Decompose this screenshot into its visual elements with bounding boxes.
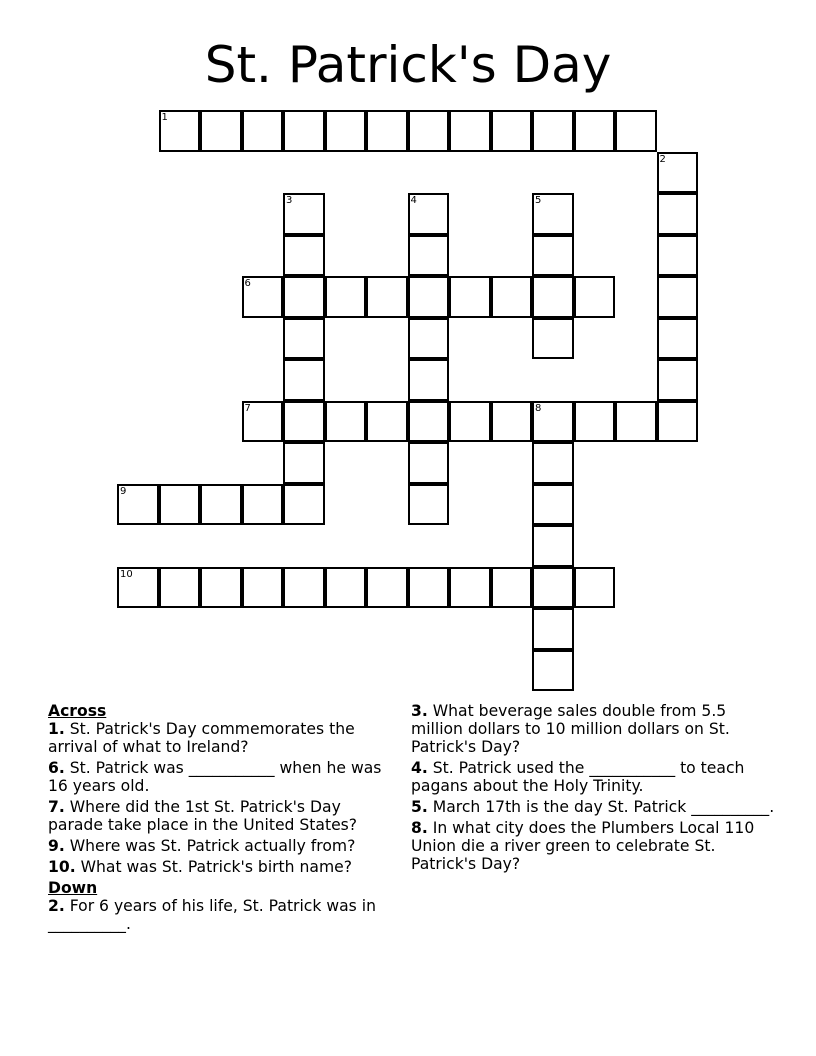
clue-text: March 17th is the day St. Patrick __________. — [427, 798, 775, 816]
clue-text: St. Patrick used the ___________ to teach pagans about the Holy Trinity. — [411, 759, 745, 795]
grid-cell[interactable] — [408, 442, 450, 484]
grid-cell[interactable] — [574, 567, 616, 609]
grid-cell[interactable] — [283, 276, 325, 318]
clue-text: St. Patrick was ___________ when he was 16 years old. — [48, 759, 382, 795]
grid-cell[interactable] — [366, 276, 408, 318]
grid-cell[interactable] — [366, 567, 408, 609]
grid-cell[interactable] — [532, 525, 574, 567]
grid-cell[interactable] — [532, 110, 574, 152]
down-heading: Down — [48, 879, 98, 897]
clue-item — [48, 798, 393, 834]
clue-text: Where did the 1st St. Patrick's Day parade take place in the United States? — [48, 798, 358, 834]
grid-cell[interactable] — [491, 110, 533, 152]
grid-cell[interactable] — [408, 110, 450, 152]
grid-cell[interactable] — [532, 484, 574, 526]
clue-number-label: 3 — [286, 195, 293, 206]
clue-item — [411, 819, 776, 873]
grid-cell[interactable] — [283, 442, 325, 484]
grid-cell[interactable] — [283, 359, 325, 401]
grid-cell[interactable] — [657, 401, 699, 443]
grid-cell[interactable] — [200, 484, 242, 526]
grid-cell[interactable] — [532, 442, 574, 484]
grid-cell[interactable] — [283, 567, 325, 609]
grid-cell[interactable] — [449, 401, 491, 443]
grid-cell[interactable] — [532, 193, 574, 235]
grid-cell[interactable] — [283, 193, 325, 235]
grid-cell[interactable] — [615, 110, 657, 152]
clue-number: 8. — [411, 819, 428, 837]
clue-item — [48, 837, 393, 855]
grid-cell[interactable] — [408, 193, 450, 235]
grid-cell[interactable] — [159, 110, 201, 152]
grid-cell[interactable] — [242, 110, 284, 152]
grid-cell[interactable] — [283, 110, 325, 152]
clue-item — [411, 759, 776, 795]
clue-item — [411, 702, 776, 756]
grid-cell[interactable] — [657, 359, 699, 401]
across-heading: Across — [48, 702, 107, 720]
clue-number-label: 7 — [244, 402, 251, 414]
grid-cell[interactable] — [200, 567, 242, 609]
clue-number: 5. — [411, 798, 428, 816]
grid-cell[interactable] — [449, 567, 491, 609]
grid-cell[interactable] — [325, 567, 367, 609]
grid-cell[interactable] — [408, 567, 450, 609]
clue-number-label: 1 — [161, 112, 168, 123]
grid-cell[interactable] — [242, 484, 284, 526]
clue-number-label: 6 — [244, 278, 251, 289]
grid-cell[interactable] — [283, 318, 325, 360]
grid-cell[interactable] — [532, 608, 574, 650]
grid-cell[interactable] — [491, 401, 533, 443]
clue-number: 4. — [411, 759, 428, 777]
grid-cell[interactable] — [449, 110, 491, 152]
clue-number-label: 2 — [659, 153, 666, 165]
grid-cell[interactable] — [242, 567, 284, 609]
page-title: St. Patrick's Day — [204, 36, 612, 94]
grid-cell[interactable] — [117, 484, 159, 526]
grid-cell[interactable] — [283, 235, 325, 277]
grid-cell[interactable] — [449, 276, 491, 318]
grid-cell[interactable] — [657, 152, 699, 194]
clue-number-label: 4 — [410, 195, 417, 206]
grid-cell[interactable] — [408, 276, 450, 318]
grid-cell[interactable] — [283, 484, 325, 526]
grid-cell[interactable] — [325, 401, 367, 443]
grid-cell[interactable] — [574, 276, 616, 318]
grid-cell[interactable] — [657, 318, 699, 360]
grid-cell[interactable] — [657, 276, 699, 318]
grid-cell[interactable] — [532, 318, 574, 360]
clue-text: In what city does the Plumbers Local 110 Union die a river green to celebrate St. Patrick's Day? — [411, 819, 755, 873]
clue-item — [48, 720, 393, 756]
clue-number-label: 5 — [535, 195, 542, 206]
clues-right-column — [411, 702, 776, 876]
grid-cell[interactable] — [366, 401, 408, 443]
clue-number: 9. — [48, 837, 65, 855]
grid-cell[interactable] — [532, 235, 574, 277]
clue-number: 2. — [48, 897, 65, 915]
grid-cell[interactable] — [325, 276, 367, 318]
clue-text: What was St. Patrick's birth name? — [75, 858, 353, 876]
grid-cell[interactable] — [532, 276, 574, 318]
grid-cell[interactable] — [615, 401, 657, 443]
clue-item — [48, 759, 393, 795]
grid-cell[interactable] — [657, 235, 699, 277]
grid-cell[interactable] — [325, 110, 367, 152]
clue-number: 10. — [48, 858, 76, 876]
clue-text: Where was St. Patrick actually from? — [64, 837, 356, 855]
grid-cell[interactable] — [574, 110, 616, 152]
clue-number-label: 8 — [535, 402, 542, 414]
grid-cell[interactable] — [408, 318, 450, 360]
clue-number-label: 10 — [120, 568, 133, 580]
grid-cell[interactable] — [532, 567, 574, 609]
clue-text: St. Patrick's Day commemorates the arrival of what to Ireland? — [48, 720, 355, 756]
clue-item — [48, 858, 393, 876]
grid-cell[interactable] — [532, 650, 574, 692]
clues-left-column — [48, 702, 393, 936]
grid-cell[interactable] — [532, 401, 574, 443]
grid-cell[interactable] — [117, 567, 159, 609]
clue-number: 1. — [48, 720, 65, 738]
clue-item — [411, 798, 776, 816]
clue-number: 6. — [48, 759, 65, 777]
clue-text: For 6 years of his life, St. Patrick was in __________. — [48, 897, 376, 933]
clue-number: 7. — [48, 798, 65, 816]
grid-cell[interactable] — [491, 276, 533, 318]
grid-cell[interactable] — [657, 193, 699, 235]
grid-cell[interactable] — [283, 401, 325, 443]
grid-cell[interactable] — [159, 484, 201, 526]
clue-item — [48, 897, 393, 933]
grid-cell[interactable] — [242, 276, 284, 318]
clue-number: 3. — [411, 702, 428, 720]
grid-cell[interactable] — [408, 235, 450, 277]
clue-number-label: 9 — [120, 485, 127, 497]
grid-cell[interactable] — [408, 359, 450, 401]
grid-cell[interactable] — [242, 401, 284, 443]
grid-cell[interactable] — [200, 110, 242, 152]
grid-cell[interactable] — [408, 401, 450, 443]
grid-cell[interactable] — [574, 401, 616, 443]
grid-cell[interactable] — [491, 567, 533, 609]
grid-cell[interactable] — [366, 110, 408, 152]
grid-cell[interactable] — [159, 567, 201, 609]
grid-cell[interactable] — [408, 484, 450, 526]
clue-text: What beverage sales double from 5.5 million dollars to 10 million dollars on St. Patrick's Day? — [411, 702, 730, 756]
